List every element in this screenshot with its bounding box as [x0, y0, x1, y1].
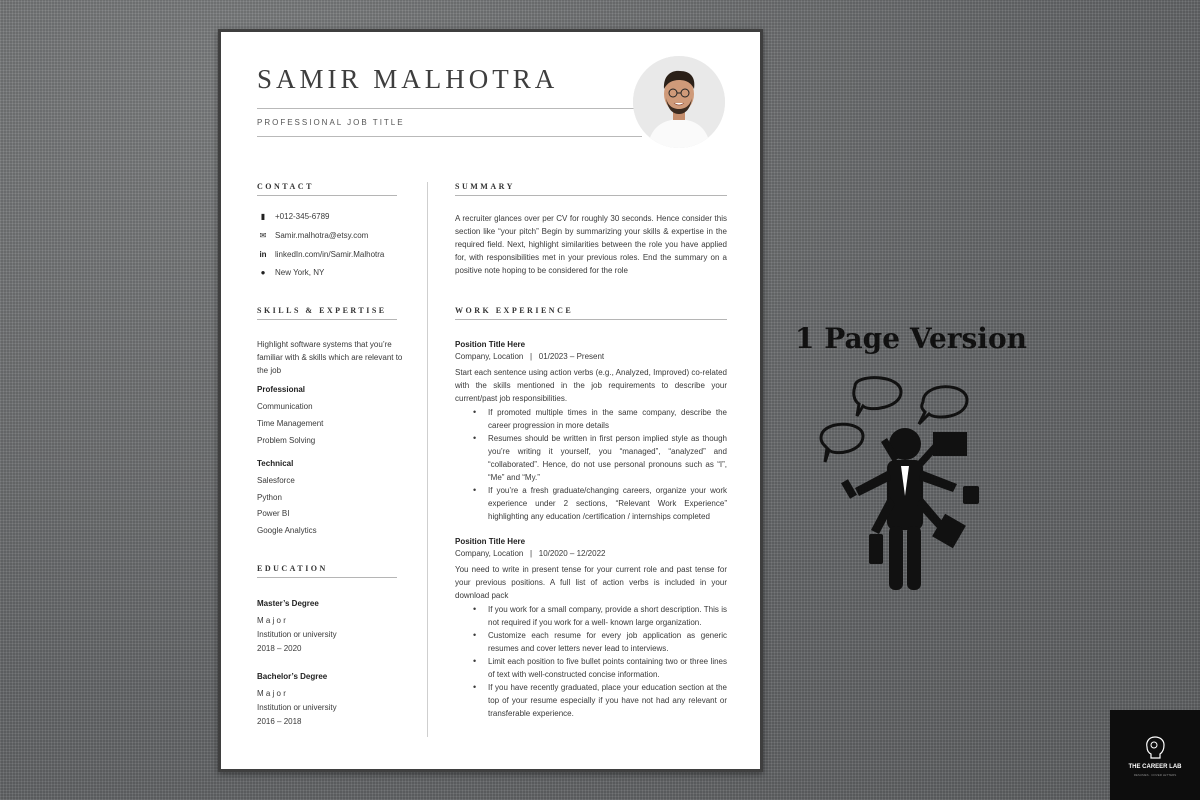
- resume-page: [218, 29, 763, 772]
- skill-item: Python: [257, 493, 282, 502]
- skills-heading: SKILLS & EXPERTISE: [257, 306, 387, 315]
- phone-icon: ▮: [260, 212, 266, 221]
- list-item: • If promoted multiple times in the same company, describe the career progression in more details: [488, 406, 727, 432]
- column-divider: [427, 182, 428, 737]
- job-intro-2: You need to write in present tense for your current role and past tense for your previous positions. A full list of action verbs is included in your download pack: [455, 565, 727, 600]
- contact-email: ✉ Samir.malhotra@etsy.com: [257, 231, 368, 240]
- job-bullets-2: [488, 603, 727, 720]
- skill-item: Problem Solving: [257, 436, 316, 445]
- list-item: • Limit each position to five bullet points containing two or three lines of text with well-constructed concise information.: [488, 655, 727, 681]
- skill-item: Time Management: [257, 419, 324, 428]
- divider: [257, 136, 642, 137]
- work-heading: WORK EXPERIENCE: [455, 306, 574, 315]
- technical-label: Technical: [257, 459, 294, 468]
- email-icon: ✉: [259, 231, 267, 240]
- resume-name: SAMIR MALHOTRA: [257, 64, 559, 94]
- contact-linkedin: in linkedIn.com/in/Samir.Malhotra: [257, 250, 384, 259]
- edu-years: 2016 – 2018: [257, 717, 302, 726]
- divider: [455, 319, 727, 320]
- divider: [455, 195, 727, 196]
- skills-intro: Highlight software systems that you’re familiar with & skills which are relevant to the job: [257, 340, 403, 375]
- degree: Master’s Degree: [257, 599, 319, 608]
- logo-subtext: RESUMES · COVER LETTERS: [1133, 773, 1177, 777]
- major: M a j o r: [257, 689, 286, 698]
- linkedin-icon: in: [259, 250, 267, 259]
- profile-photo: [633, 56, 725, 148]
- list-item: • Resumes should be written in first person implied style as though you’re writing it yourself, you “managed”, “analyzed” and “collaborated”. Hence, do not use personal pronouns such as “I”, “Me” and “My.”: [488, 432, 727, 484]
- divider: [257, 319, 397, 320]
- contact-phone: ▮ +012-345-6789: [257, 212, 330, 221]
- skill-item: Power BI: [257, 509, 290, 518]
- list-item: • Customize each resume for every job application as generic resumes and cover letters never lead to interviews.: [488, 629, 727, 655]
- summary-heading: SUMMARY: [455, 182, 515, 191]
- list-item: • If you have recently graduated, place your education section at the top of your resume especially if you have not had any relevant or transferable experience.: [488, 681, 727, 720]
- logo-text: THE CAREER LAB: [1128, 764, 1182, 770]
- edu-years: 2018 – 2020: [257, 644, 302, 653]
- career-lab-logo: [1110, 710, 1200, 800]
- multitasking-figure-icon: [815, 376, 995, 596]
- institution: Institution or university: [257, 703, 337, 712]
- list-item: • If you’re a fresh graduate/changing careers, organize your work experience under 2 sections, “Relevant Work Experience” highlighting any education /certification / internships completed: [488, 484, 727, 523]
- major: M a j o r: [257, 616, 286, 625]
- education-heading: EDUCATION: [257, 564, 328, 573]
- job-meta-1: Company, Location | 01/2023 – Present: [455, 352, 605, 361]
- professional-label: Professional: [257, 385, 306, 394]
- job-title-2: Position Title Here: [455, 537, 526, 546]
- skill-item: Google Analytics: [257, 526, 317, 535]
- job-meta-2: Company, Location | 10/2020 – 12/2022: [455, 549, 606, 558]
- contact-heading: CONTACT: [257, 182, 314, 191]
- contact-location: ● New York, NY: [257, 268, 324, 277]
- divider: [257, 195, 397, 196]
- location-icon: ●: [260, 268, 266, 277]
- degree: Bachelor’s Degree: [257, 672, 328, 681]
- job-title: PROFESSIONAL JOB TITLE: [257, 118, 405, 127]
- skill-item: Communication: [257, 402, 313, 411]
- job-bullets-1: [488, 406, 727, 523]
- divider: [257, 108, 642, 109]
- version-label: 1 Page Version: [795, 322, 1027, 355]
- list-item: • If you work for a small company, provide a short description. This is not required if you work for a well- known large organization.: [488, 603, 727, 629]
- institution: Institution or university: [257, 630, 337, 639]
- job-title-1: Position Title Here: [455, 340, 526, 349]
- skill-item: Salesforce: [257, 476, 295, 485]
- job-intro-1: Start each sentence using action verbs (e.g., Analyzed, Improved) co-related with the skills mentioned in the job requirements to describe your current/past job responsibilities.: [455, 368, 727, 403]
- summary-text: A recruiter glances over per CV for roughly 30 seconds. Hence consider this section like “your pitch” Begin by summarizing your skills & expertise in the required field. Next, highlight similarities between the role you have applied for, with responsibilities met in your previous roles. End the summary on a positive note hoping to be considered for the role: [455, 214, 727, 275]
- divider: [257, 577, 397, 578]
